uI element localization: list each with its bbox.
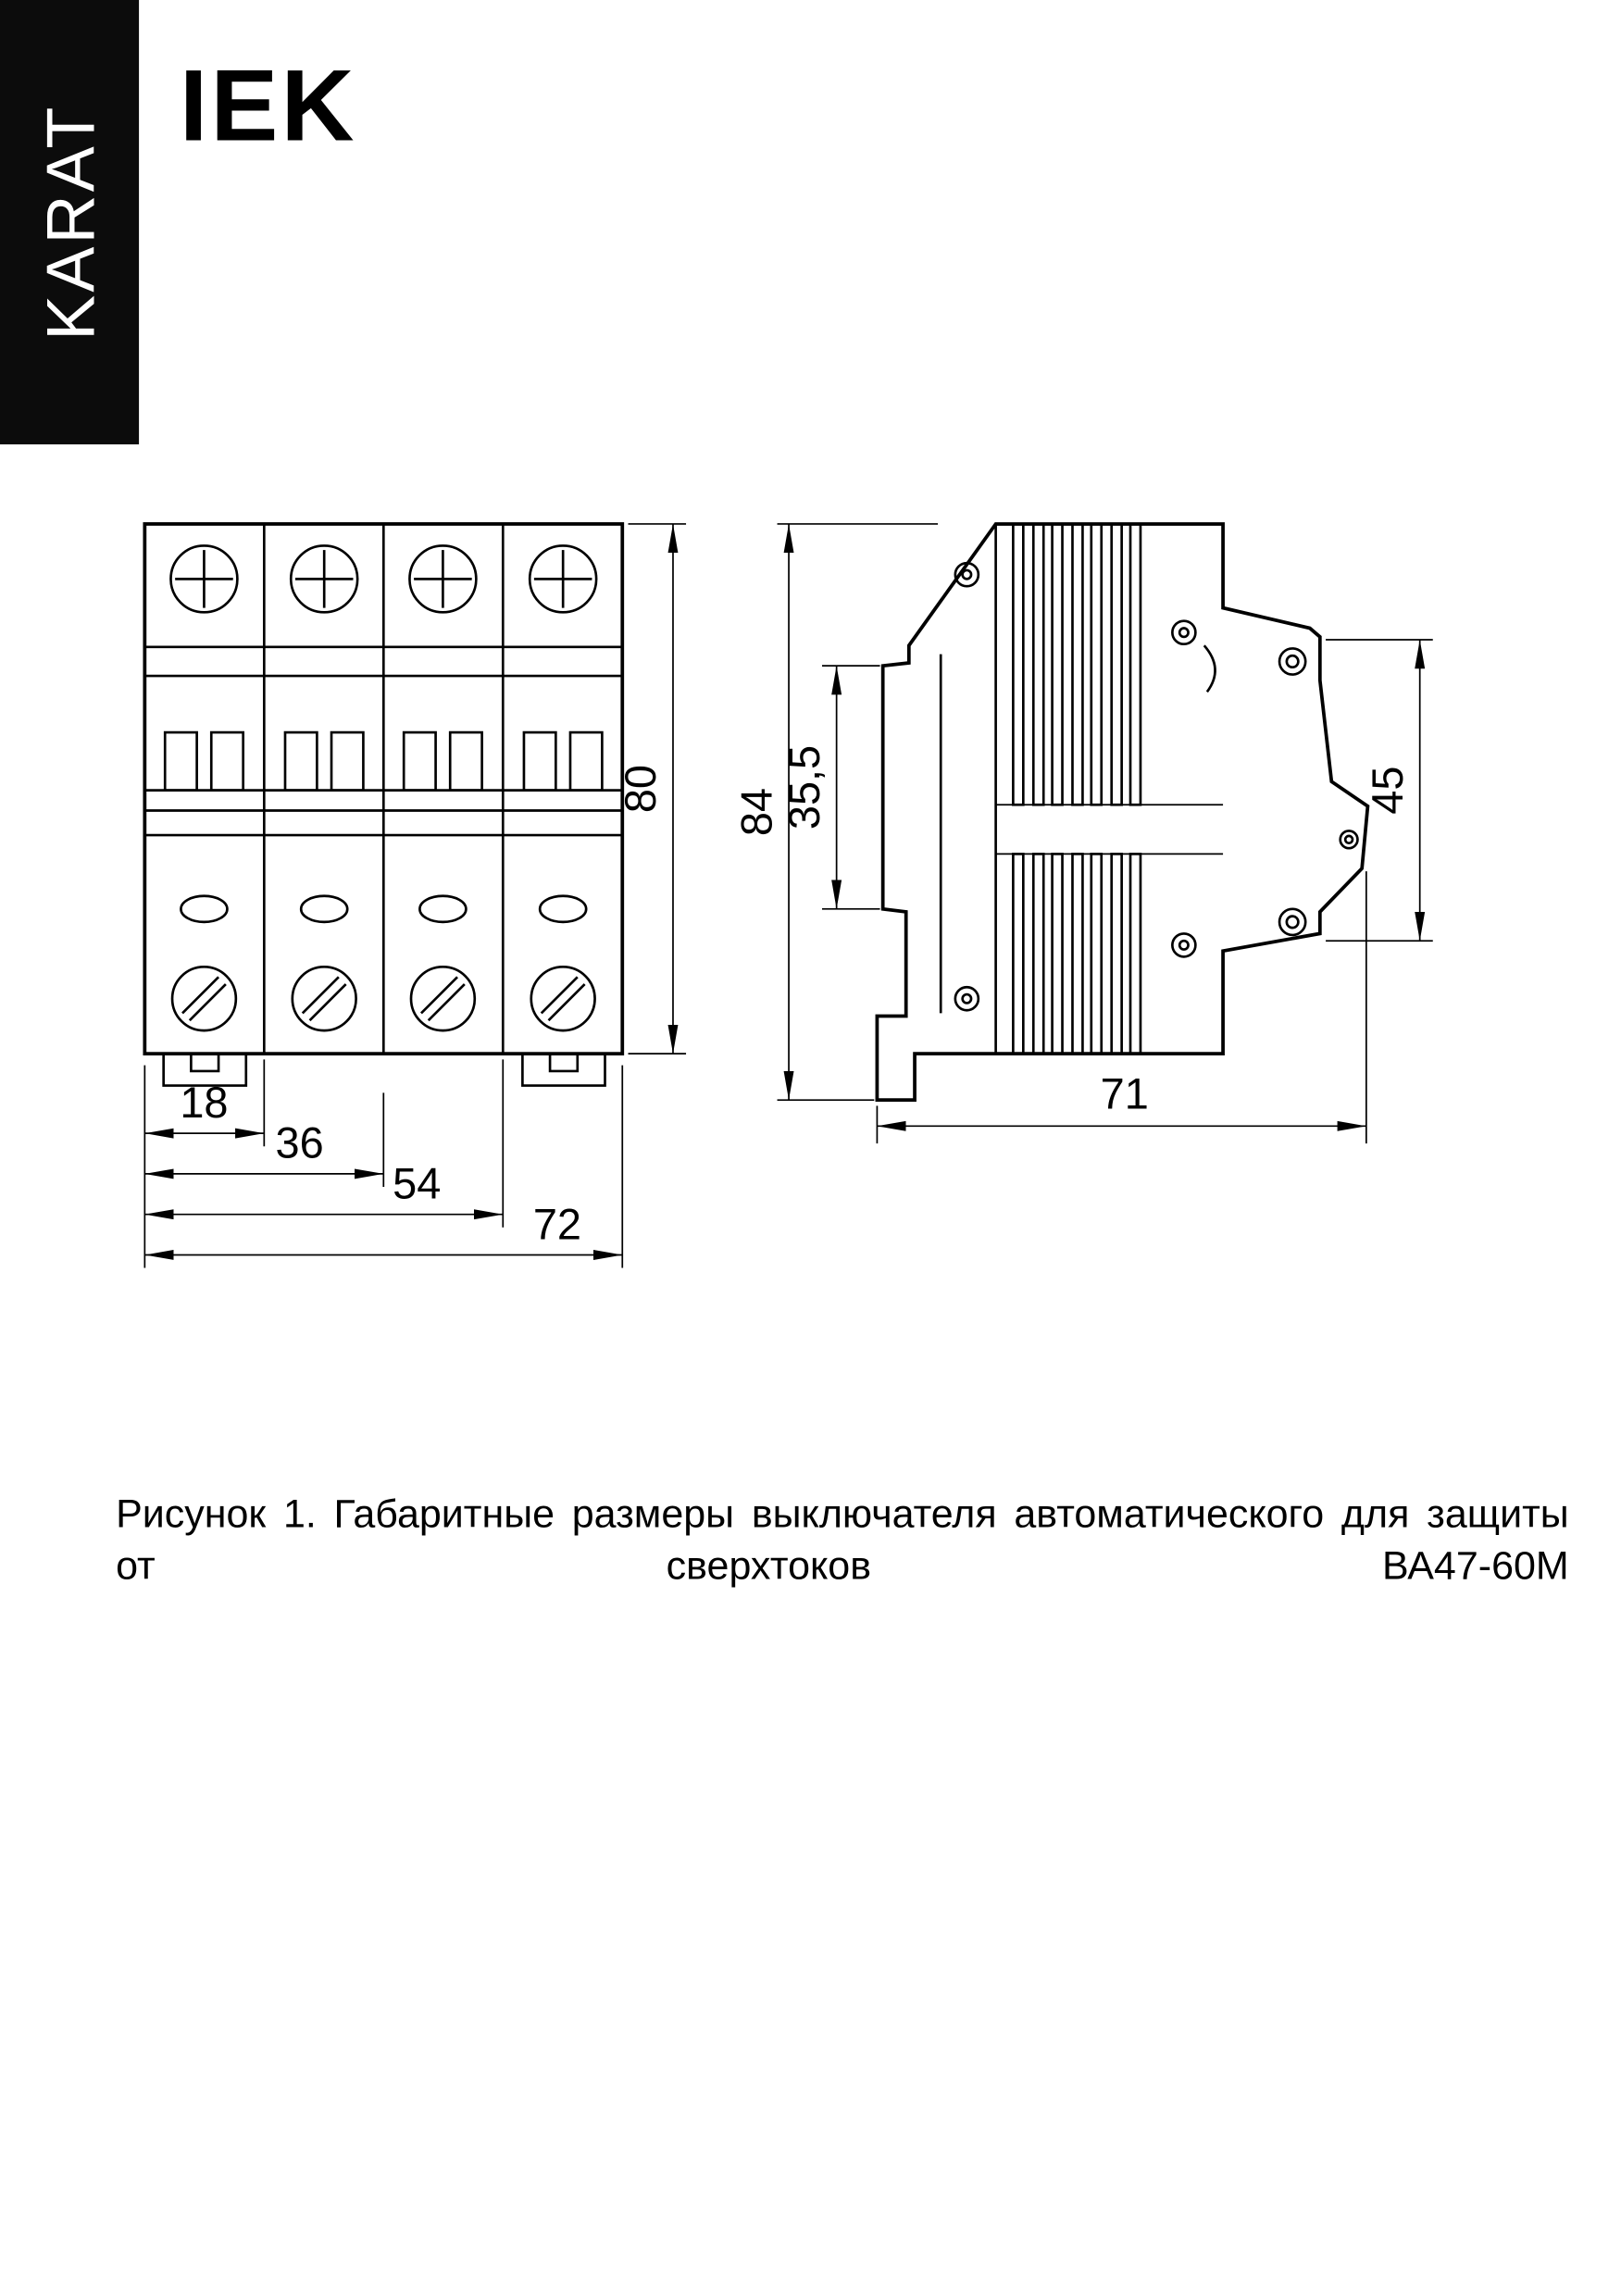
ventilation-ribs: [1013, 524, 1141, 1054]
front-view-drawing: [144, 524, 622, 1086]
front-w2-dim-label: 36: [275, 1118, 324, 1167]
iek-logo: IEK: [179, 49, 357, 163]
side-height-dim-label: 84: [732, 787, 781, 837]
din-rail-clips: [164, 1054, 605, 1085]
side-depth-dim-label: 71: [1100, 1069, 1149, 1118]
front-height-dim-label: 80: [617, 764, 666, 814]
side-right-dim-label: 45: [1363, 766, 1412, 815]
side-front-face-dim-label: 35,5: [779, 744, 829, 830]
side-view-drawing: [877, 524, 1367, 1100]
karat-brand-text: KARAT: [31, 104, 108, 341]
figure-caption: Рисунок 1. Габаритные размеры выключателя автоматического для защиты от сверхтоков ВА47-60М: [116, 1491, 1569, 1588]
front-w1-dim-label: 18: [180, 1078, 229, 1127]
front-view-dimensions: [144, 524, 686, 1268]
rivet-icons: [955, 563, 1358, 1010]
front-w3-dim-label: 54: [393, 1159, 442, 1208]
front-w4-dim-label: 72: [532, 1200, 581, 1249]
curved-slot: [1204, 645, 1216, 692]
